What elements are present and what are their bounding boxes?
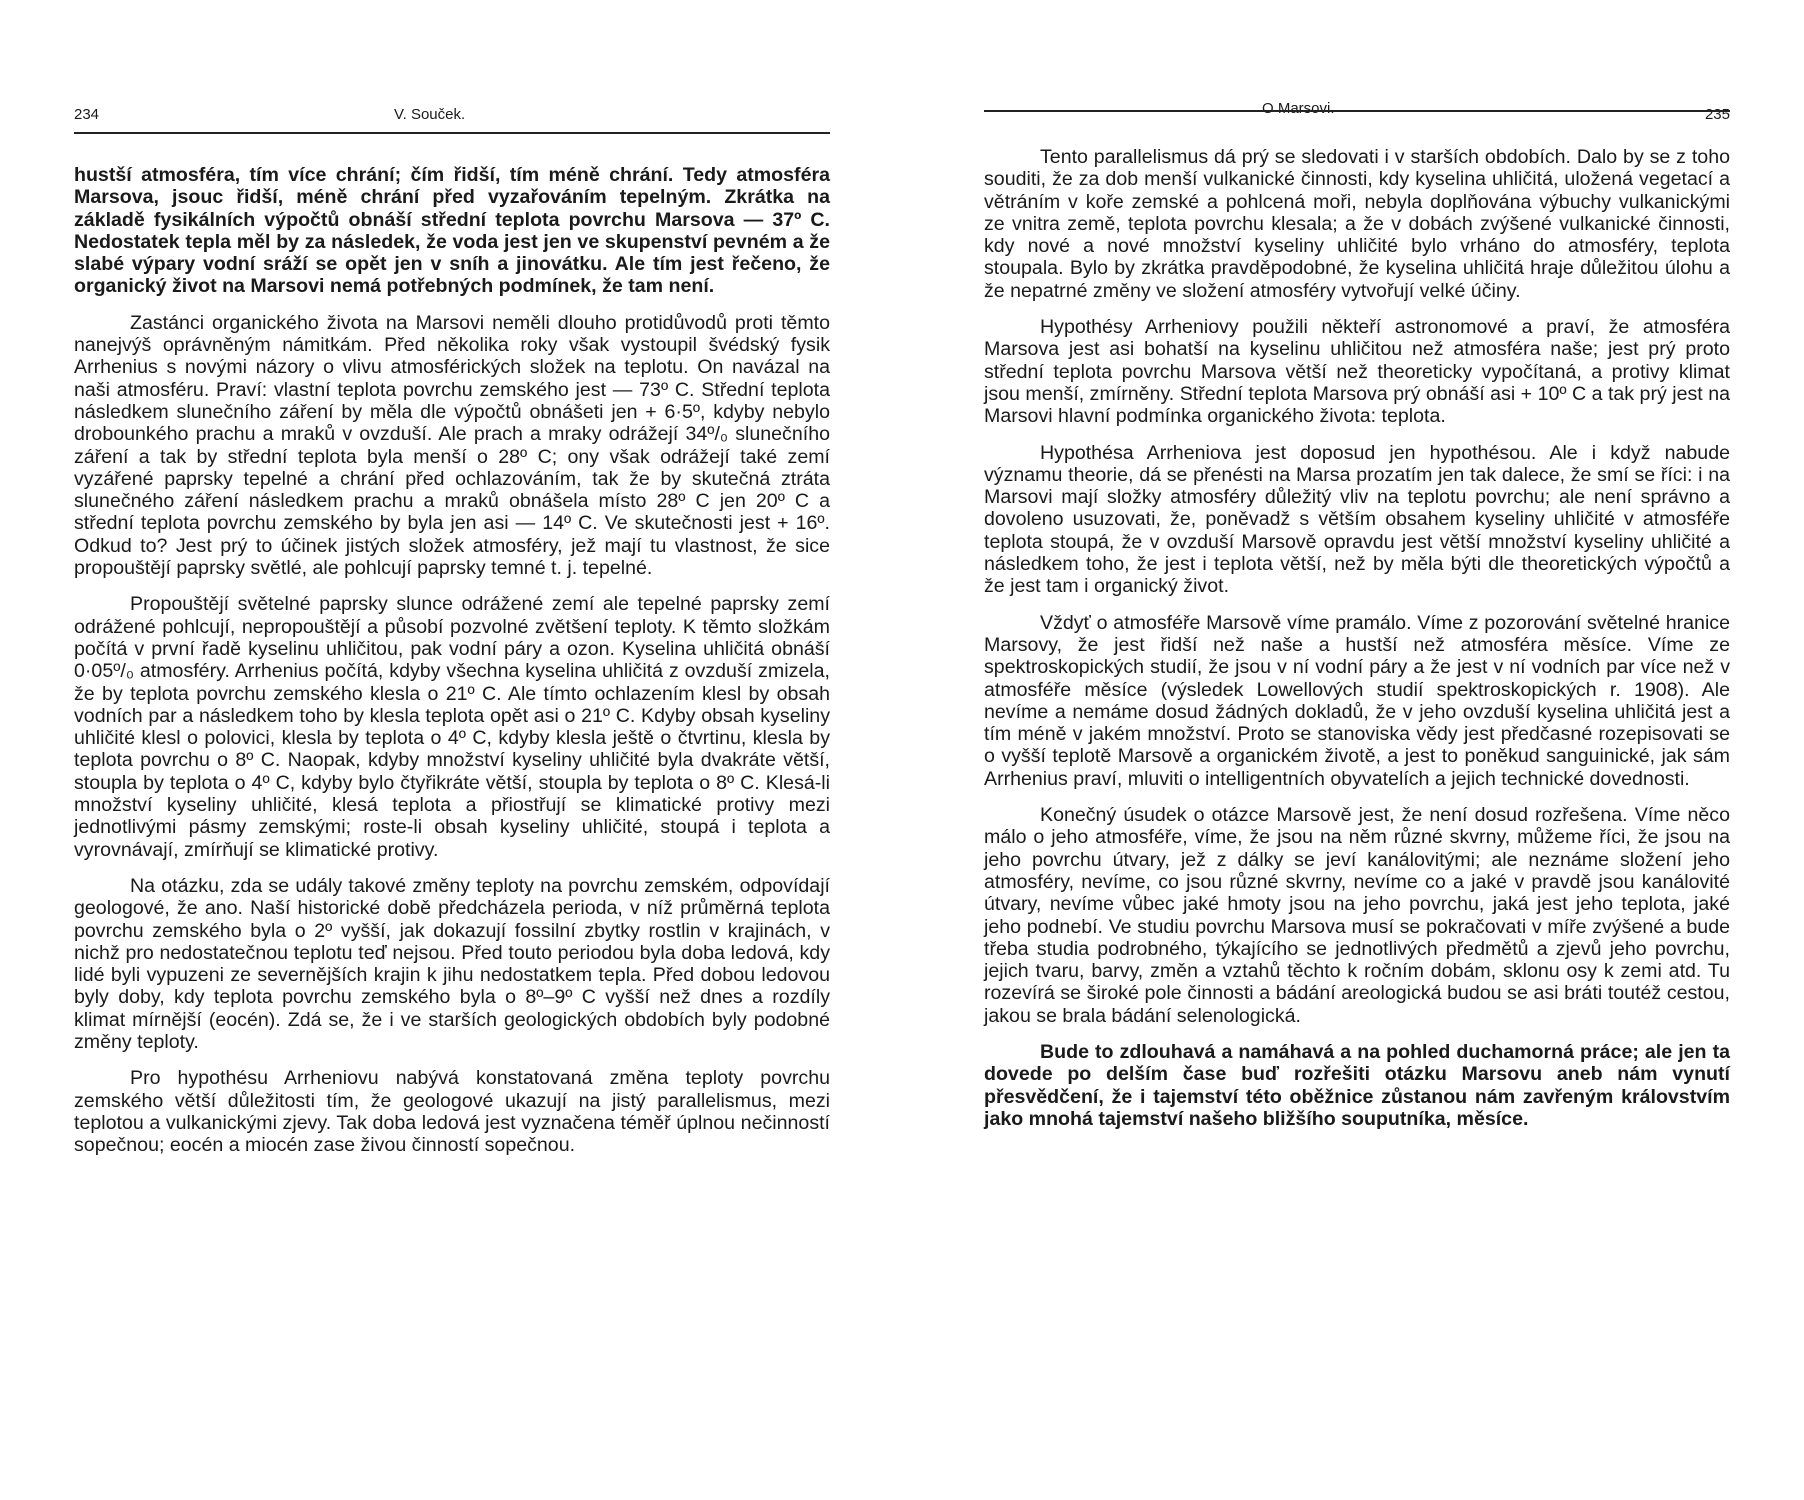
paragraph: Konečný úsudek o otázce Marsově jest, že není dosud rozřešena. Víme něco málo o jeho atmosféře, víme, že jsou na něm různé skvrny, můžeme říci, že jsou na jeho povrchu útvary, jež z dálky se jeví kanálovitými; ale neznáme složení jeho atmosféry, nevíme, co jsou různé skvrny, nevíme co a jaké v pravdě jsou kanálovité útvary, nevíme vůbec jaké hmoty jsou na jeho povrchu, jaká jest jeho teplota, jaké jeho podnebí. Ve studiu povrchu Marsova musí se pokračovati v míře zvýšené a bude třeba studia podrobného, týkajícího se jednotlivých předmětů a zjevů jeho povrchu, jejich tvaru, barvy, změn a vztahů těchto k ročním dobám, sklonu osy k zemi atd. Tu rozevírá se široké pole činnosti a bádání areologická budou se asi bráti toutéž cestou, jakou se brala bádání selenologická. [984, 804, 1730, 1027]
left-page [74, 0, 830, 1500]
left-running-head: V. Souček. [394, 106, 466, 123]
right-header-rule [984, 110, 1730, 112]
paragraph: hustší atmosféra, tím více chrání; čím řidší, tím méně chrání. Tedy atmosféra Marsova, jsouc řidší, méně chrání před vyzařováním tepelným. Zkrátka na základě fysikálních výpočtů obnáší střední teplota povrchu Marsova — 37º C. Nedostatek tepla měl by za následek, že voda jest jen ve skupenství pevném a že slabé výpary vodní sráží se opět jen v sníh a jinovátku. Ale tím jest řečeno, že organický život na Marsovi nemá potřebných podmínek, že tam není. [74, 164, 830, 298]
paragraph: Vždyť o atmosféře Marsově víme pramálo. Víme z pozorování světelné hranice Marsovy, že jest řidší než naše a hustší než atmosféra měsíce. Víme ze spektroskopických studií, že jsou v ní vodní páry a že jest v ní vodních par více než v atmosféře měsíce (výsledek Lowellových studií spektroskopických r. 1908). Ale nevíme a nemáme dosud žádných dokladů, že v jeho ovzduší kyselina uhličitá jest a tím méně v jakém množství. Proto se stanoviska vědy jest předčasné rozepisovati se o vyšší teplotě Marsově a organickém životě, a jest to poněkud sanguinické, jak sám Arrhenius praví, mluviti o intelligentních obyvatelích a jejich technické dovednosti. [984, 611, 1730, 790]
paragraph: Tento parallelismus dá prý se sledovati i v starších obdobích. Dalo by se z toho souditi, že za dob menší vulkanické činnosti, kdy kyselina uhličitá, uložená vegetací a větráním v koře zemské a pohlcená moři, nebyla doplňována výbuchy vulkanickými ze vnitra země, teplota povrchu klesala; a že v dobách zvýšené vulkanické činnosti, kdy nové a nové množství kyseliny uhličité bylo vrháno do atmosféry, teplota stoupala. Bylo by zkrátka pravděpodobné, že kyselina uhličitá hraje důležitou úlohu a že nepatrné změny ve složení atmosféry vytvořují velké účiny. [984, 146, 1730, 302]
paragraph: Bude to zdlouhavá a namáhavá a na pohled duchamorná práce; ale jen ta dovede po delším čase buď rozřešiti otázku Marsovu aneb nám vynutí přesvědčení, že i tajemství této oběžnice zůstanou nám zavřeným královstvím jako mnohá tajemství našeho bližšího souputníka, měsíce. [984, 1040, 1730, 1130]
right-running-head: O Marsovi. [1262, 100, 1335, 117]
left-header-rule [74, 132, 830, 134]
paragraph: Propouštějí světelné paprsky slunce odrážené zemí ale tepelné paprsky zemí odrážené pohlcují, nepropouštějí a působí pozvolné zvětšení teploty. K těmto složkám počítá v první řadě kyselinu uhličitou, pak vodní páry a ozon. Kyselina uhličitá obnáší 0·05º/₀ atmosféry. Arrhenius počítá, kdyby všechna kyselina uhličitá z ovzduší zmizela, že by teplota povrchu zemského klesla o 21º C. Ale tímto ochlazením klesl by obsah vodních par a následkem toho by klesla teplota opět asi o 21º C. Kdyby obsah kyseliny uhličité klesl o polovici, klesla by teplota o 4º C, kdyby klesla ještě o čtvrtinu, klesla by teplota povrchu o 8º C. Naopak, kdyby množství kyseliny uhličité byla dvakráte větší, stoupla by teplota o 4º C, kdyby bylo čtyřikráte větší, stoupla by teplota o 8º C. Klesá-li množství kyseliny uhličité, klesá teplota a přiostřují se klimatické protivy mezi jednotlivými pásmy zemskými; roste-li obsah kyseliny uhličité, stoupá i teplota a vyrovnávají, zmírňují se klimatické protivy. [74, 593, 830, 861]
left-page-header [74, 103, 830, 127]
right-page-number: 235 [1704, 106, 1730, 123]
paragraph: Zastánci organického života na Marsovi neměli dlouho protidůvodů proti těmto nanejvýš oprávněným námitkám. Před několika roky však vystoupil švédský fysik Arrhenius s novými názory o vlivu atmosférických složek na teplotu. On navázal na naši atmosféru. Praví: vlastní teplota povrchu zemského jest — 73º C. Střední teplota následkem slunečního záření by měla dle výpočtů obnášeti jen + 6·5º, kdyby nebylo drobounkého prachu a mraků v ovzduší. Ale prach a mraky odrážejí 34º/₀ slunečního záření a tak by střední teplota byla menší o 28º C; ony však odrážejí také zemí vyzářené paprsky tepelné a chrání před ochlazováním, tak že by skutečná ztráta slunečného záření následkem prachu a mraků obnášela místo 28º C jen 20º C a střední teplota povrchu zemského by byla jen asi — 14º C. Ve skutečnosti jest + 16º. Odkud to? Jest prý to účinek jistých složek atmosféry, jež mají tu vlastnost, že sice propouštějí paprsky světlé, ale pohlcují paprsky temné t. j. tepelné. [74, 311, 830, 580]
paragraph: Hypothésa Arrheniova jest doposud jen hypothésou. Ale i když nabude významu theorie, dá se přenésti na Marsa prozatím jen tak dalece, že smí se říci: i na Marsovi mají složky atmosféry důležitý vliv na teplotu povrchu; ale není správno a dovoleno usuzovati, že, poněvadž s větším obsahem kyseliny uhličité v atmosféře teplota stoupá, že v ovzduší Marsově opravdu jest větší množství kyseliny uhličité a následkem toho, že jest i teplota větší, než by měla býti dle theoretických výpočtů a že jest tam i organický život. [984, 441, 1730, 598]
paragraph: Pro hypothésu Arrheniovu nabývá konstatovaná změna teploty povrchu zemského větší důležitosti tím, že geologové ukazují na jistý parallelismus, mezi teplotou a vulkanickými zjevy. Tak doba ledová jest vyznačena téměř úplnou nečinností sopečnou; eocén a miocén zase živou činností sopečnou. [74, 1067, 830, 1157]
right-page-header [984, 100, 1730, 127]
paragraph: Na otázku, zda se udály takové změny teploty na povrchu zemském, odpovídají geologové, že ano. Naší historické době předcházela perioda, v níž průměrná teplota povrchu zemského byla o 2º vyšší, jak dokazují fossilní zbytky rostlin v krajinách, v nichž pro nedostatečnou teplotu teď nejsou. Před touto periodou byla doba ledová, kdy lidé byli vypuzeni ze severnějších krajin k jihu nedostatkem tepla. Před dobou ledovou byly doby, kdy teplota povrchu zemského byla o 8º–9º C vyšší než dnes a rozdíly klimat mírnější (eocén). Zdá se, že i ve starších geologických obdobích byly podobné změny teploty. [74, 874, 830, 1053]
right-page [984, 0, 1730, 1500]
paragraph: Hypothésy Arrheniovy použili někteří astronomové a praví, že atmosféra Marsova jest asi bohatší na kyselinu uhličitou než atmosféra naše; jest prý proto střední teplota povrchu Marsova větší než theoreticky vypočítaná, a protivy klimat jsou menší, zmírněny. Střední teplota Marsova prý obnáší asi + 10º C a tak prý jest na Marsovi hlavní podmínka organického života: teplota. [984, 316, 1730, 428]
left-page-number: 234 [74, 106, 100, 123]
left-body-text [74, 164, 830, 1170]
right-body-text [984, 146, 1730, 1144]
